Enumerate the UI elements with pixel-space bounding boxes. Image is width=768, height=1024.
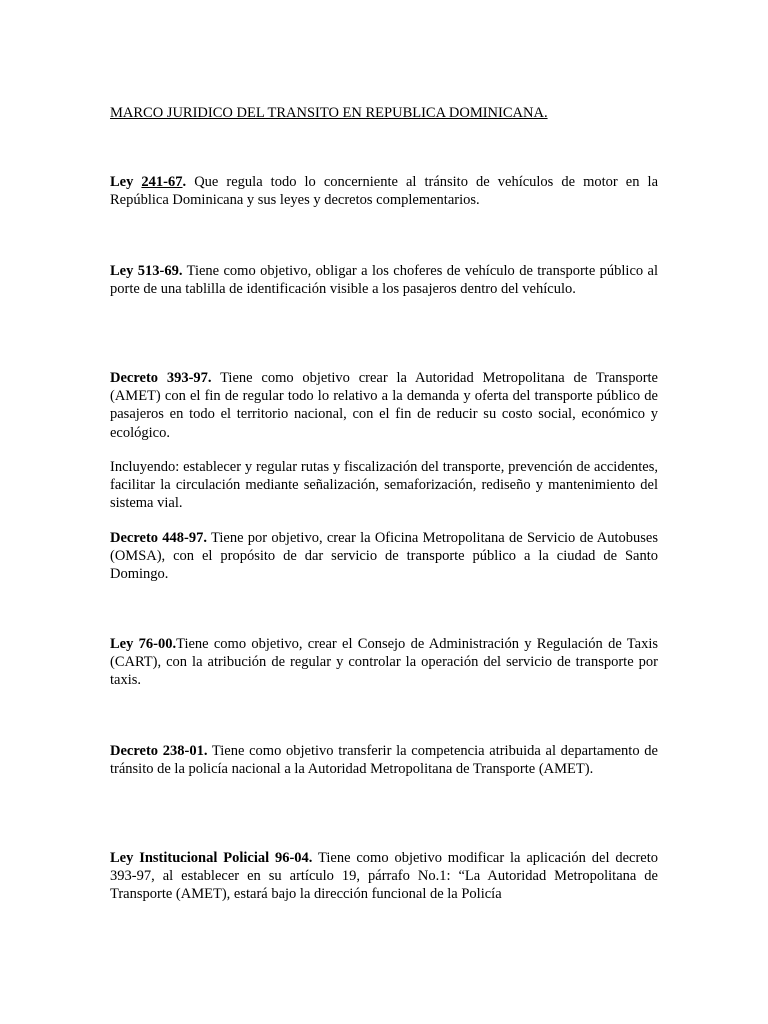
- term-underlined: 241-67: [141, 174, 183, 190]
- entry-term: Decreto 448-97.: [110, 530, 208, 546]
- entry-term: [110, 174, 186, 190]
- entry-term: Ley 76-00.: [110, 636, 177, 652]
- entry-term: Ley Institucional Policial 96-04.: [110, 850, 313, 866]
- entry-text: Tiene como objetivo, crear el Consejo de Administración y Regulación de Taxis (CART), con la atribución de regular y controlar la operación del servicio de transporte por taxis.: [110, 636, 658, 689]
- entry-ley-513-69: [110, 262, 658, 298]
- entry-text: Incluyendo: establecer y regular rutas y fiscalización del transporte, prevención de accidentes, facilitar la circulación mediante señalización, semaforización, rediseño y mantenimiento del sistema vial.: [110, 459, 658, 512]
- term-prefix: Ley: [110, 174, 142, 190]
- entry-text: Tiene como objetivo, obligar a los choferes de vehículo de transporte público al porte de una tablilla de identificación visible a los pasajeros dentro del vehículo.: [110, 263, 659, 298]
- entry-text: Tiene como objetivo modificar la aplicación del decreto 393-97, al establecer en su artículo 19, párrafo No.1: “La Autoridad Metropolitana de Transporte (AMET), estará bajo la dirección funcional de la Policía: [110, 850, 659, 903]
- entry-decreto-393-97: [110, 369, 658, 442]
- entry-term: Decreto 238-01.: [110, 743, 208, 759]
- entry-text: Tiene por objetivo, crear la Oficina Metropolitana de Servicio de Autobuses (OMSA), con el propósito de dar servicio de transporte público a la ciudad de Santo Domingo.: [110, 530, 658, 583]
- entry-text: Que regula todo lo concerniente al tránsito de vehículos de motor en la República Dominicana y sus leyes y decretos complementarios.: [110, 174, 659, 209]
- entry-decreto-448-97: [110, 529, 658, 584]
- entry-ley-76-00: [110, 635, 658, 690]
- entry-text: Tiene como objetivo transferir la competencia atribuida al departamento de tránsito de la policía nacional a la Autoridad Metropolitana de Transporte (AMET).: [110, 743, 658, 778]
- entry-text: Tiene como objetivo crear la Autoridad Metropolitana de Transporte (AMET) con el fin de regular todo lo relativo a la demanda y oferta del transporte público de pasajeros en todo el territorio nacional, con el fin de reducir su costo social, económico y ecológico.: [110, 370, 658, 441]
- entry-incluyendo: [110, 458, 658, 513]
- document-title: MARCO JURIDICO DEL TRANSITO EN REPUBLICA DOMINICANA.: [110, 105, 548, 121]
- entry-term: Decreto 393-97.: [110, 370, 212, 386]
- term-suffix: .: [182, 174, 187, 190]
- entry-term: Ley 513-69.: [110, 263, 183, 279]
- entry-ley-institucional-policial-96-04: [110, 849, 658, 904]
- entry-decreto-238-01: [110, 742, 658, 778]
- entry-ley-241-67: [110, 173, 658, 209]
